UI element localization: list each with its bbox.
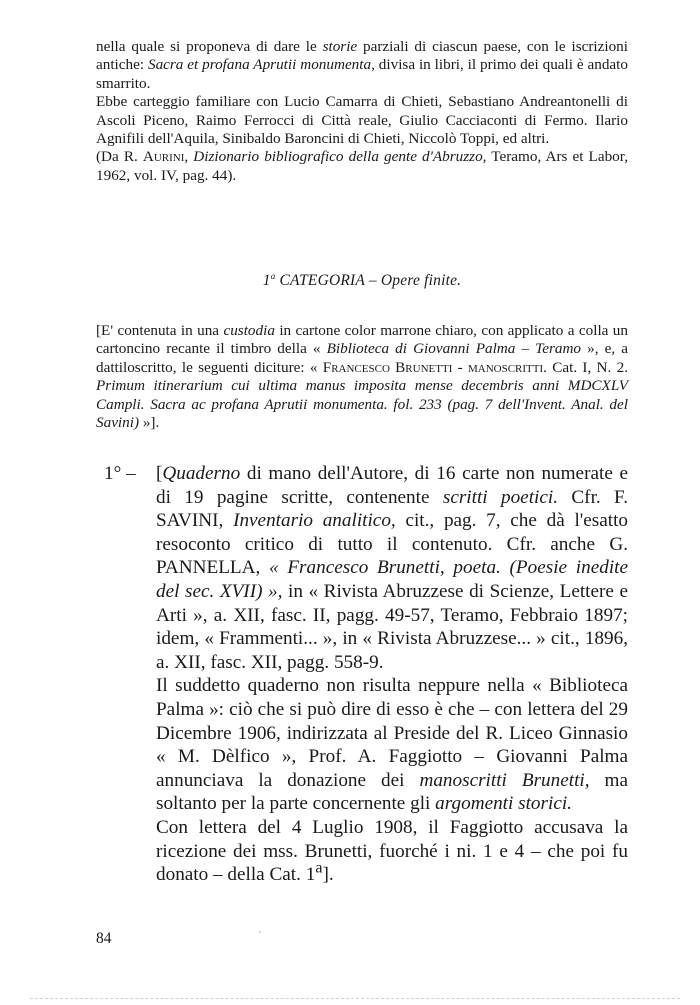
- custodia-library-name: Biblioteca di Giovanni Palma – Teramo: [326, 340, 582, 358]
- custodia-italic: custodia: [223, 322, 275, 339]
- entry-text: cit., pag. 7, che dà l'esatto resoconto critico di tutto il contenuto. Cfr. anche G. PANNELLA,: [156, 510, 628, 579]
- entry-superscript: a: [315, 859, 323, 877]
- entry-body: [156, 462, 628, 887]
- citation-text: (Da R.: [96, 148, 143, 166]
- entry-italic: scritti poetici.: [442, 486, 559, 508]
- page-number: 84: [96, 930, 112, 947]
- intro-paragraph: [96, 38, 628, 93]
- intro-section: [96, 38, 628, 185]
- citation-text: Teramo, Ars et Labor, 1962, vol. IV, pag. 44).: [96, 148, 629, 184]
- entry-italic: Inventario analitico,: [233, 510, 396, 532]
- citation-paragraph: [96, 148, 628, 185]
- entry-text: Cfr. F. SAVINI,: [156, 486, 628, 532]
- entry-italic: manoscritti Brunetti,: [419, 769, 590, 791]
- custodia-text: », e, a dattiloscritto, le seguenti diciture: «: [96, 340, 629, 376]
- heading-number: 1: [262, 272, 271, 289]
- entry-text: in « Rivista Abruzzese di Scienze, Lettere e Arti », a. XII, fasc. II, pagg. 49-57, Teramo, Febbraio 1897; idem, « Frammenti... », in « Rivista Abruzzese... » cit., 1896, a. XII, fasc. XII, pagg. 558-9.: [156, 580, 628, 673]
- entry-paragraph-2: [156, 674, 628, 816]
- entry-italic: « Francesco Brunetti, poeta. (Poesie inedite del sec. XVII) »,: [156, 557, 629, 602]
- custodia-text: »].: [139, 414, 160, 432]
- intro-text: divisa in libri, il primo dei quali è andato smarrito.: [96, 56, 628, 92]
- intro-text: parziali di ciascun paese, con le iscrizioni antiche:: [96, 38, 628, 74]
- entry-text: di mano dell'Autore, di 16 carte non numerate e di 19 pagine scritte, contenente: [156, 463, 628, 508]
- entry-paragraph-3: [156, 816, 628, 887]
- heading-superscript: a: [270, 270, 276, 281]
- intro-italic-storie: storie: [322, 38, 358, 55]
- stray-mark: ˋ: [258, 930, 262, 942]
- entry-text: ma soltanto per la parte concernente gli: [156, 769, 628, 815]
- intro-italic-title: Sacra et profana Aprutii monumenta,: [147, 56, 375, 74]
- entry-text: Con lettera del 4 Luglio 1908, il Faggiotto accusava la ricezione dei mss. Brunetti, fuorché i ni. 1 e 4 – che poi fu donato – della Cat. 1: [156, 816, 628, 886]
- custodia-text: in cartone color marrone chiaro, con applicato a colla un cartoncino recante il timbro della «: [96, 322, 628, 358]
- entry-italic: Quaderno: [162, 463, 241, 484]
- citation-title: Dizionario bibliografico della gente d'Abruzzo,: [193, 148, 487, 166]
- entry-italic: argomenti storici.: [435, 793, 572, 815]
- entry-text: [: [156, 463, 163, 484]
- custodia-note: [96, 322, 628, 432]
- scan-edge-line: [30, 998, 680, 999]
- custodia-latin-title: Primum itinerarium cui ultima manus imposita mense decembris anni MDCXLV Campli. Sacra ac profana Aprutii monumenta. fol. 233 (pag. 7 dell'Invent. Anal. del Savini): [96, 377, 628, 432]
- entry-paragraph-1: [156, 462, 628, 674]
- citation-text: ,: [184, 148, 194, 166]
- custodia-text: Cat. I, N. 2.: [546, 358, 628, 376]
- catalog-entry: [104, 462, 628, 887]
- entry-number: 1° –: [104, 463, 136, 484]
- intro-text: nella quale si proponeva di dare le: [96, 38, 323, 55]
- citation-author: Aurini: [142, 148, 185, 166]
- correspondence-paragraph: Ebbe carteggio familiare con Lucio Camarra di Chieti, Sebastiano Andreantonelli di Ascoli Piceno, Raimo Ferrocci di Città reale, Giulio Cacciaconti di Fermo. Ilario Agnifili dell'Aquila, Sinibaldo Baroncini di Chieti, Niccolò Toppi, ed altri.: [96, 93, 628, 148]
- custodia-paragraph: [96, 322, 628, 432]
- category-heading: [96, 272, 628, 290]
- heading-text: CATEGORIA – Opere finite.: [275, 272, 462, 289]
- entry-text: Il suddetto quaderno non risulta neppure nella « Biblioteca Palma »: ciò che si può dire di esso è che – con lettera del 29 Dicembre 1906, indirizzata al Preside del R. Liceo Ginnasio « M. Dèlfico », Prof. A. Faggiotto – Giovanni Palma annunciava la donazione dei: [156, 675, 628, 791]
- custodia-text: [E' contenuta in una: [96, 322, 224, 339]
- entry-text: ].: [322, 864, 334, 886]
- custodia-smallcaps: Francesco Brunetti - manoscritti.: [322, 358, 547, 376]
